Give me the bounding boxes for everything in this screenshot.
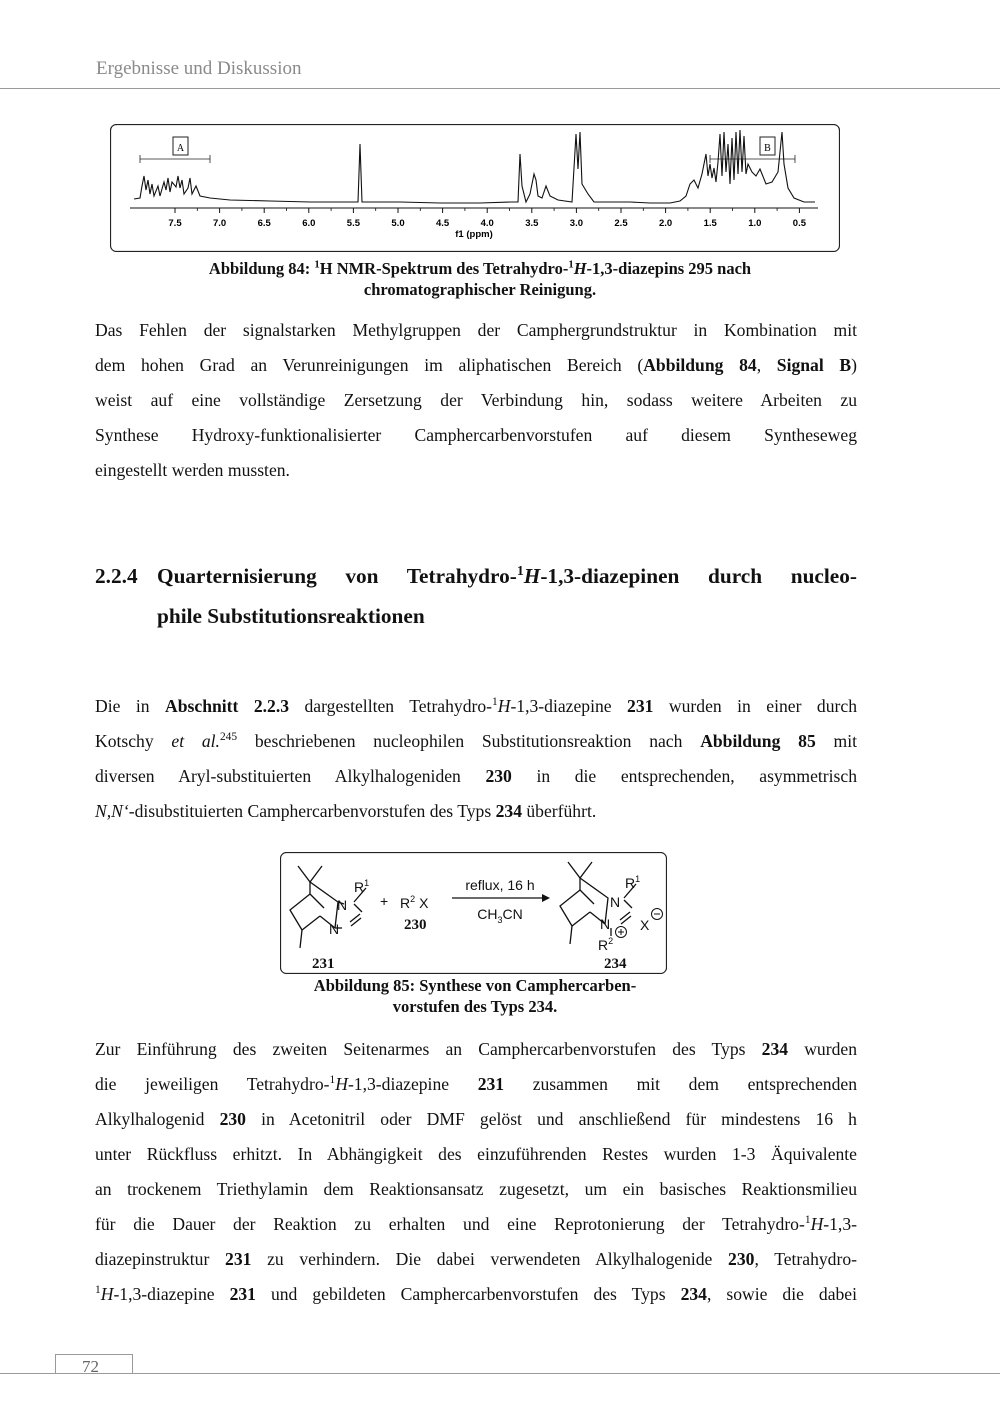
x-tick-label: 1.0 xyxy=(748,218,762,229)
r1-label: $R^1$ xyxy=(354,878,370,895)
alkyl-halide-label: $R^2$ X xyxy=(400,894,429,911)
x-tick-label: 2.0 xyxy=(658,218,673,229)
product-r2-label: $R^2$ xyxy=(598,936,614,953)
x-tick-label: 4.5 xyxy=(435,218,450,229)
section-heading: 2.2.4 Quarternisierung von Tetrahydro-$^1$H-1,3-diazepinen durch nucleo- phile Substitutionsreaktionen xyxy=(95,562,857,628)
x-tick-label: 6.0 xyxy=(302,218,316,229)
page-number: 72 xyxy=(82,1357,99,1376)
product-r1-label: $R^1$ xyxy=(625,874,641,891)
x-tick-label: 1.5 xyxy=(703,218,717,229)
x-tick-label: 3.0 xyxy=(569,218,584,229)
product-n-bottom: N xyxy=(600,916,611,932)
reaction-scheme-figure xyxy=(280,852,667,974)
counter-anion-label: X xyxy=(640,917,650,933)
x-tick-label: 2.5 xyxy=(614,218,628,229)
paragraph-1: Das Fehlen der signalstarken Methylgruppen der Camphergrundstruktur in Kombination mit dem hohen Grad an Verunreinigungen im aliphatischen Bereich (Abbildung 84, Signal B) weist auf eine vollständige Zersetzung der Verbindung hin, sodass weitere Arbeiten zu Synthese Hydroxy-funktionalisierter Camphercarbenvorstufen auf diesem Syntheseweg eingestellt werden mussten. xyxy=(95,320,858,480)
plus-sign: + xyxy=(380,893,389,909)
x-axis-label: f1 (ppm) xyxy=(455,229,493,240)
region-a-label: A xyxy=(176,143,185,154)
x-tick-label: 3.5 xyxy=(525,218,539,229)
nmr-spectrum-figure xyxy=(110,124,840,252)
x-tick-label: 5.5 xyxy=(346,218,361,229)
reaction-condition-bottom: $CH_3CN$ xyxy=(477,906,523,925)
region-b-label: B xyxy=(764,143,771,154)
footer-rule xyxy=(0,1373,1000,1374)
x-tick-label: 4.0 xyxy=(480,218,494,229)
n-atom-bottom: N xyxy=(329,921,340,937)
reaction-condition-top: reflux, 16 h xyxy=(465,877,535,893)
product-n-top: N xyxy=(610,894,621,910)
figure-84-caption: Abbildung 84: $^1$H NMR-Spektrum des Tetrahydro-$^1$H-1,3-diazepins 295 nach chromatographischer Reinigung. xyxy=(208,258,752,299)
header-rule xyxy=(0,88,1000,89)
compound-234-label: 234 xyxy=(604,956,627,972)
x-tick-label: 7.0 xyxy=(212,218,227,229)
running-header: Ergebnisse und Diskussion xyxy=(96,58,302,79)
x-tick-label: 0.5 xyxy=(792,218,807,229)
paragraph-2: Die in Abschnitt 2.2.3 dargestellten Tetrahydro-$^1$H-1,3-diazepine 231 wurden in einer durch Kotschy et al.$^{245}$ beschriebenen nucleophilen Substitutionsreaktion nach Abbildung 85 mit diversen Aryl-substituierten Alkylhalogeniden 230 in die entsprechenden, asymmetrisch N,N‘-disubstituierten Camphercarbenvorstufen des Typs 234 überführt. xyxy=(95,696,857,821)
x-tick-label: 5.0 xyxy=(391,218,405,229)
paragraph-3: Zur Einführung des zweiten Seitenarmes an Camphercarbenvorstufen des Typs 234 wurden die jeweiligen Tetrahydro-$^1$H-1,3-diazepine 231 zusammen mit dem entsprechenden Alkylhalogenid 230 in Acetonitril oder DMF gelöst und anschließend für mindestens 16 h unter Rückfluss erhitzt. In Abhängigkeit des einzuführenden Restes wurden 1-3 Äquivalente an trockenem Triethylamin dem Reaktionsansatz zugesetzt, um ein basisches Reaktionsmilieu für die Dauer der Reaktion zu erhalten und eine Reprotonierung der Tetrahydro-$^1$H-1,3- diazepinstruktur 231 zu verhindern. Die dabei verwendeten Alkylhalogenide 230, Tetrahydro- $^1$H-1,3-diazepine 231 und gebildeten Camphercarbenvorstufen des Typs 234, sowie die dabei xyxy=(95,1039,858,1304)
n-atom-top: N xyxy=(337,897,348,913)
x-tick-label: 7.5 xyxy=(168,218,182,229)
compound-230-label: 230 xyxy=(404,917,427,933)
figure-85-caption: Abbildung 85: Synthese von Camphercarben- vorstufen des Typs 234. xyxy=(313,976,637,1016)
x-tick-label: 6.5 xyxy=(257,218,271,229)
compound-231-label: 231 xyxy=(312,956,335,972)
